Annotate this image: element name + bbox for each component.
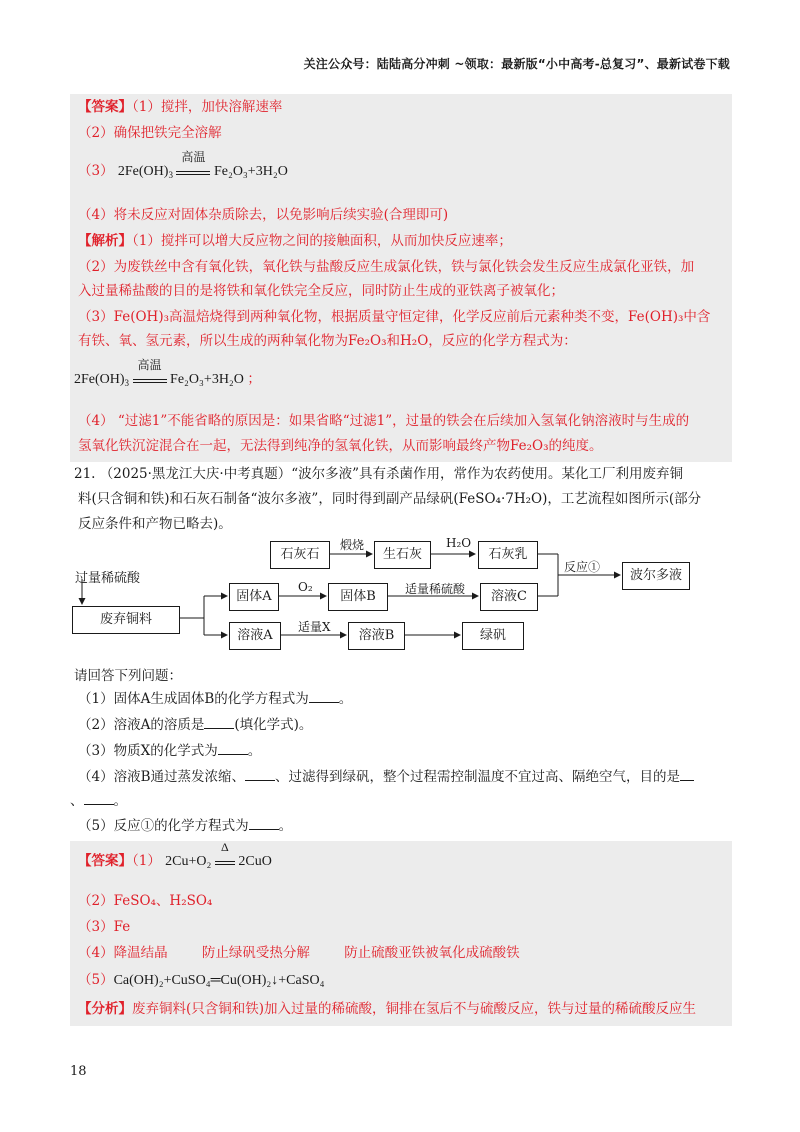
- q21-ask: 请回答下列问题：: [74, 668, 182, 684]
- analysis-4b: 氢氧化铁沉淀混合在一起，无法得到纯净的氢氧化铁，从而影响最终产物Fe₂O₃的纯度。: [78, 438, 603, 454]
- q21-part-2: [78, 716, 312, 734]
- label-o2: O₂: [298, 580, 313, 594]
- q21-stem-3: 反应条件和产物已略去)。: [78, 516, 232, 532]
- box-solid-b: 固体B: [328, 583, 388, 611]
- r1-condition: Δ: [215, 853, 235, 865]
- q21-answer-tag: 【答案】: [78, 853, 132, 869]
- box-solution-c: 溶液C: [480, 583, 538, 611]
- page-header: 关注公众号：陆陆高分冲刺 ~领取：最新版“小中高考-总复习”、最新试卷下载: [303, 57, 730, 71]
- eq2-right: Fe₂O₃+3H₂O: [170, 372, 244, 387]
- analysis-line-1: [78, 232, 512, 250]
- box-scrap: 废弃铜料: [72, 606, 180, 634]
- part4-text-b: 、过滤得到绿矾，整个过程需控制温度不宜过高、隔绝空气，目的是: [275, 769, 681, 785]
- blank[interactable]: [84, 792, 114, 805]
- label-calcine: 煅烧: [340, 538, 365, 552]
- part2-end: (填化学式)。: [234, 717, 313, 733]
- analysis-1: （1）搅拌可以增大反应物之间的接触面积，从而加快反应速率；: [132, 233, 512, 249]
- eq2-end: ；: [247, 371, 261, 387]
- q21-answer-5: [78, 971, 325, 990]
- blank[interactable]: [245, 768, 275, 781]
- r1-right: 2CuO: [238, 854, 272, 869]
- part4-end: 。: [113, 793, 127, 809]
- box-solution-a: 溶液A: [229, 622, 281, 650]
- eq-right: Fe₂O₃+3H₂O: [213, 164, 288, 179]
- eq2-left: 2Fe(OH): [74, 372, 125, 387]
- label-acid-proper: 适量稀硫酸: [405, 582, 466, 596]
- analysis-3a: （3）Fe(OH)₃高温焙烧得到两种氧化物，根据质量守恒定律，化学反应前后元素种类不变，Fe(OH)₃中含: [78, 309, 711, 325]
- r5-equation: Ca(OH)₂+CuSO₄═Cu(OH)₂↓+CaSO₄: [113, 973, 325, 988]
- answer-tag: 【答案】: [78, 99, 132, 115]
- label-x-proper: 适量X: [298, 620, 331, 634]
- part1-end: 。: [338, 691, 353, 707]
- box-quicklime: 生石灰: [374, 541, 431, 569]
- part5-text: （5）反应①的化学方程式为: [78, 818, 249, 834]
- eq-left: 2Fe(OH): [117, 164, 169, 179]
- q21-part-4-cont: [70, 792, 127, 810]
- part3-end: 。: [247, 743, 262, 759]
- analysis-2a: （2）为废铁丝中含有氧化铁，氧化铁与盐酸反应生成氯化铁，铁与氯化铁会发生反应生成氯化亚铁，加: [78, 259, 695, 275]
- eq2-condition: 高温: [133, 371, 167, 383]
- blank[interactable]: [249, 817, 279, 830]
- q21-answer-2: （2）FeSO₄、H₂SO₄: [78, 893, 213, 909]
- equation-fe-oh3: $2Fe(OH)_3$ 高温 Fe₂O₃+3H₂O: [117, 150, 288, 180]
- r4-c: 防止硫酸亚铁被氧化成硫酸铁: [344, 945, 520, 961]
- blank[interactable]: [309, 690, 339, 703]
- part1-text: （1）固体A生成固体B的化学方程式为: [78, 691, 309, 707]
- equation-fe-oh3-2: $2Fe(OH)_3$ 高温 Fe₂O₃+3H₂O: [74, 358, 244, 388]
- q21-part-1: [78, 690, 352, 708]
- answer-block-q20: [70, 94, 732, 462]
- analysis-2b: 入过量稀盐酸的目的是将铁和氧化铁完全反应，同时防止生成的亚铁离子被氧化；: [78, 283, 564, 299]
- q21-part-5: [78, 817, 292, 835]
- label-reaction1: 反应①: [564, 560, 601, 574]
- q21-analysis-text: 废弃铜料(只含铜和铁)加入过量的稀硫酸，铜排在氢后不与硫酸反应，铁与过量的稀硫酸反应生: [132, 1001, 697, 1017]
- q21-answer-1: [78, 840, 272, 871]
- r4-b: 防止绿矾受热分解: [201, 945, 310, 961]
- label-acid-excess: 过量稀硫酸: [75, 571, 141, 586]
- q21-stem-1: 21. （2025·黑龙江大庆·中考真题）“波尔多液”具有杀菌作用，常作为农药使用。某化工厂利用废弃铜: [74, 466, 684, 482]
- part3-text: （3）物质X的化学式为: [78, 743, 218, 759]
- box-solution-b: 溶液B: [348, 622, 405, 650]
- blank[interactable]: [680, 768, 694, 781]
- equation-cu-o2: [165, 840, 272, 869]
- part4-sep: 、: [70, 793, 84, 809]
- q21-answer-3: （3）Fe: [78, 919, 131, 935]
- q21-stem-2: 料(只含铜和铁)和石灰石制备“波尔多液”，同时得到副产品绿矾(FeSO₄·7H₂O)，工艺流程如图所示(部分: [78, 491, 702, 507]
- label-water: H₂O: [446, 536, 472, 550]
- q21-part-3: [78, 742, 261, 760]
- answer-1: （1）搅拌，加快溶解速率: [132, 99, 283, 115]
- process-flow-diagram: [70, 532, 710, 662]
- r4-a: （4）降温结晶: [78, 945, 168, 961]
- q21-part-4: [78, 768, 694, 786]
- box-bordeaux: 波尔多液: [622, 562, 690, 590]
- q21-analysis-tag: 【分析】: [78, 1001, 132, 1017]
- answer-2: （2）确保把铁完全溶解: [78, 125, 222, 141]
- part5-end: 。: [278, 818, 293, 834]
- r1-prefix: （1）: [132, 853, 161, 869]
- eq-condition: 高温: [176, 163, 210, 175]
- q21-analysis: [78, 1000, 696, 1018]
- analysis-4a: （4） “过滤1”不能省略的原因是：如果省略“过滤1”，过量的铁会在后续加入氢氧化钠溶液时与生成的: [78, 413, 690, 429]
- q21-answer-4: [78, 944, 520, 962]
- analysis-3-equation: [74, 358, 261, 392]
- answer-3-prefix: （3）: [78, 163, 114, 179]
- part4-text-a: （4）溶液B通过蒸发浓缩、: [78, 769, 246, 785]
- r1-left: 2Cu+O₂: [165, 854, 212, 869]
- part2-text: （2）溶液A的溶质是: [78, 717, 205, 733]
- r5-prefix: （5）: [78, 972, 114, 988]
- box-limestone: 石灰石: [270, 541, 330, 569]
- answer-line-1: [78, 98, 282, 116]
- blank[interactable]: [204, 716, 234, 729]
- analysis-tag: 【解析】: [78, 233, 132, 249]
- analysis-3b: 有铁、氧、氢元素，所以生成的两种氧化物为Fe₂O₃和H₂O，反应的化学方程式为：: [78, 333, 577, 349]
- box-limemilk: 石灰乳: [478, 541, 538, 569]
- answer-3: [78, 150, 288, 184]
- blank[interactable]: [218, 742, 248, 755]
- answer-4: （4）将未反应对固体杂质除去，以免影响后续实验(合理即可): [78, 207, 449, 223]
- box-green-vitriol: 绿矾: [462, 622, 524, 650]
- page-number: 18: [70, 1064, 87, 1079]
- box-solid-a: 固体A: [229, 583, 279, 611]
